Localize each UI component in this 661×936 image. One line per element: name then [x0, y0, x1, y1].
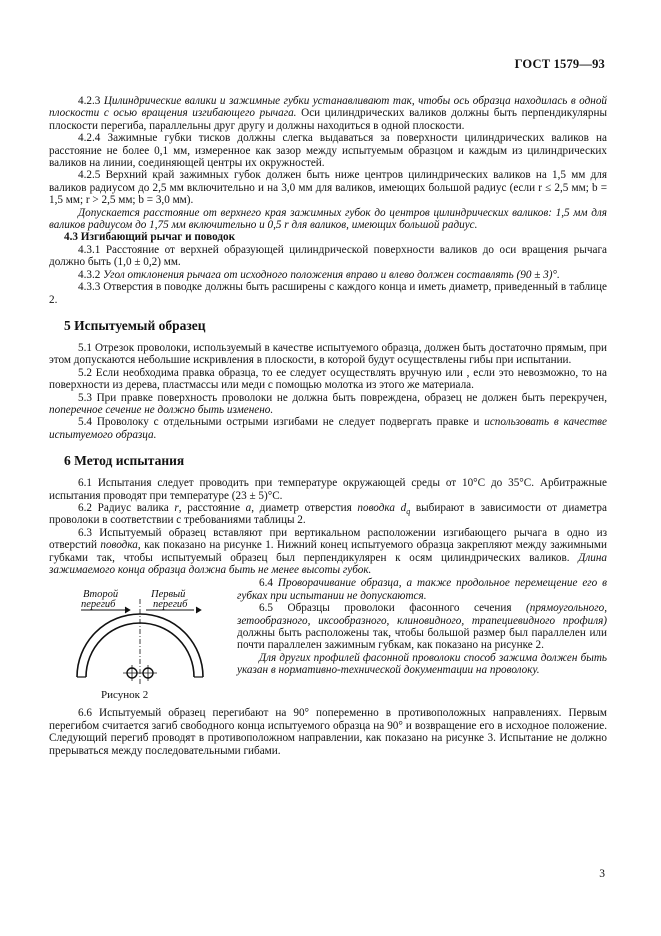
para-6-4 — [237, 577, 607, 602]
para-5-4 — [49, 416, 607, 441]
var-a: a — [245, 501, 252, 514]
para-4-2-3 — [49, 95, 607, 132]
text-run: выбирают в зависимости от диаметра проволоки в соответствии с требованиями таблицы 2. — [49, 501, 607, 527]
text-run: , как показано на рисунке 1. Нижний конец испытуемого образца закрепляют между зажимными губками так, чтобы испытуемый образец был перпендикулярен к осям цилиндрических валиков. — [49, 539, 607, 564]
main-content — [49, 95, 607, 757]
para-5-2: 5.2 Если необходима правка образца, то ее следует осуществлять вручную или , если это невозможно, то на поверхности из дерева, пластмассы или меди с помощью молотка из этого же материала. — [49, 366, 607, 392]
text-run: , диаметр отверстия — [251, 501, 358, 514]
italic-text: использовать в качестве испытуемого образца. — [49, 416, 608, 441]
italic-text: Проворачивание образца, а также продольное перемещение его в губках при испытании не допускаются. — [237, 577, 608, 602]
arrow-right-icon — [196, 607, 201, 613]
bend-diagram — [49, 577, 237, 687]
para-6-3 — [49, 527, 607, 577]
para-5-3 — [49, 392, 607, 417]
para-number: 4.3.2 — [78, 268, 104, 281]
para-number: 6.4 — [259, 577, 278, 590]
para-4-2-4: 4.2.4 Зажимные губки тисков должны слегка выдаваться за поверхности цилиндрических валиков на расстояние не более 0,1 мм, измеренное как зазор между испытуемым образцом и каждым из цилиндрических валиков на линии, соединяющей центры их окружностей. — [49, 132, 607, 170]
section-5-title: 5 Испытуемый образец — [64, 317, 206, 333]
text-run: 6.2 Радиус валика — [78, 501, 175, 514]
para-4-3-1: 4.3.1 Расстояние от верхней образующей цилиндрической поверхности валиков до оси вращения рычага должно быть (1,0 ± 0,2) мм. — [49, 243, 607, 269]
italic-text: Угол отклонения рычага от исходного положения вправо и влево должен составлять (90 ± 3)°. — [103, 268, 560, 281]
italic-text: поперечное сечение не должно быть изменено. — [49, 403, 274, 416]
para-4-2-5: 4.2.5 Верхний край зажимных губок должен быть ниже центров цилиндрических валиков на 1,5 мм для валиков радиусом до 2,5 мм включительно и на 3,0 мм для валиков, имеющих большой радиус (если r ≤ 2,5 мм; b = 1,5 мм; r > 2,5 мм; b = 3,0 мм). — [49, 169, 607, 207]
para-text: 5.3 При правке поверхность проволоки не должна быть повреждена, образец не должен быть перекручен, — [78, 391, 607, 404]
page-number: 3 — [599, 868, 605, 880]
para-6-5 — [237, 602, 607, 652]
para-5-1: 5.1 Отрезок проволоки, используемый в качестве испытуемого образца, должен быть достаточно прямым, при этом допускаются небольшие искривления в плоскости, в которой будут осуществлены гибы при испытании. — [49, 341, 607, 367]
figure-row — [49, 577, 607, 707]
italic-text: поводка — [100, 539, 138, 552]
para-6-2 — [49, 502, 607, 527]
label-second-line2: перегиб — [81, 599, 116, 611]
figure-side-text — [237, 577, 607, 707]
italic-text: Цилиндрические валики и зажимные губки устанавливают так, чтобы ось образца находилась в одной плоскости с осью вращения изгибающего рычага. — [49, 95, 608, 120]
para-4-2-5-note: Допускается расстояние от верхнего края зажимных губок до центров цилиндрических валиков: 1,5 мм для валиков радиусом до 1,75 мм включительно и 0,5 r для валиков, имеющих большой радиус. — [49, 206, 607, 232]
text-run: должны быть расположены так, чтобы большой размер был параллелен или почти параллелен зажимным губкам, как показано на рисунке 2. — [237, 627, 607, 652]
para-6-1: 6.1 Испытания следует проводить при температуре окружающей среды от 10°С до 35°С. Арбитражные испытания проводят при температуре (23 ± 5)°С. — [49, 477, 607, 502]
italic-text: (прямоугольного, зетообразного, иксообразного, клиновидного, трапециевидного профиля) — [237, 602, 607, 627]
para-6-5-note: Для других профилей фасонной проволоки способ зажима должен быть указан в нормативно-технической документации на проволоку. — [237, 651, 607, 677]
var-r: r — [174, 501, 179, 514]
text-run: 6.5 Образцы проволоки фасонного сечения — [259, 602, 526, 615]
figure-2 — [49, 577, 237, 707]
para-4-3-2 — [49, 269, 607, 281]
para-4-3-3: 4.3.3 Отверстия в поводке должны быть расширены с каждого конца и иметь диаметр, приведенный в таблице 2. — [49, 281, 607, 306]
para-6-6: 6.6 Испытуемый образец перегибают на 90° попеременно в противоположных направлениях. Первым перегибом считается загиб свободного конца испытуемого образца на 90° и возвращение его в исходное положение. Следующий перегиб проводят в противоположном направлении, как показано на рисунке 3. Испытание не должно прерываться между последовательными гибами. — [49, 707, 607, 757]
para-text: 5.4 Проволоку с отдельными острыми изгибами не следует подвергать правке и — [78, 416, 485, 429]
label-first-line2: перегиб — [153, 599, 188, 611]
section-6-title: 6 Метод испытания — [64, 453, 185, 469]
subscript: q — [406, 507, 411, 517]
gost-header: ГОСТ 1579—93 — [514, 57, 605, 71]
text-run: 6.3 Испытуемый образец вставляют при вертикальном расположении изгибающего рычага в одно из отверстий — [49, 526, 607, 552]
italic-text: Длина зажимаемого конца образца должна быть не менее высоты губок. — [49, 551, 607, 576]
label-second-line1: Второй — [83, 589, 119, 601]
arrow-left-icon — [125, 607, 130, 613]
label-first-line1: Первый — [151, 589, 186, 601]
figure-caption: Рисунок 2 — [101, 689, 149, 702]
var-povodka: поводка d — [357, 501, 407, 514]
para-text: Оси цилиндрических валиков должны быть перпендикулярны плоскости перегиба, параллельны друг другу и должны находиться в одной плоскости. — [49, 107, 607, 132]
para-number: 4.2.3 — [78, 95, 104, 107]
text-run: , расстояние — [178, 501, 246, 514]
section-4-3-title: 4.3 Изгибающий рычаг и поводок — [64, 231, 236, 244]
